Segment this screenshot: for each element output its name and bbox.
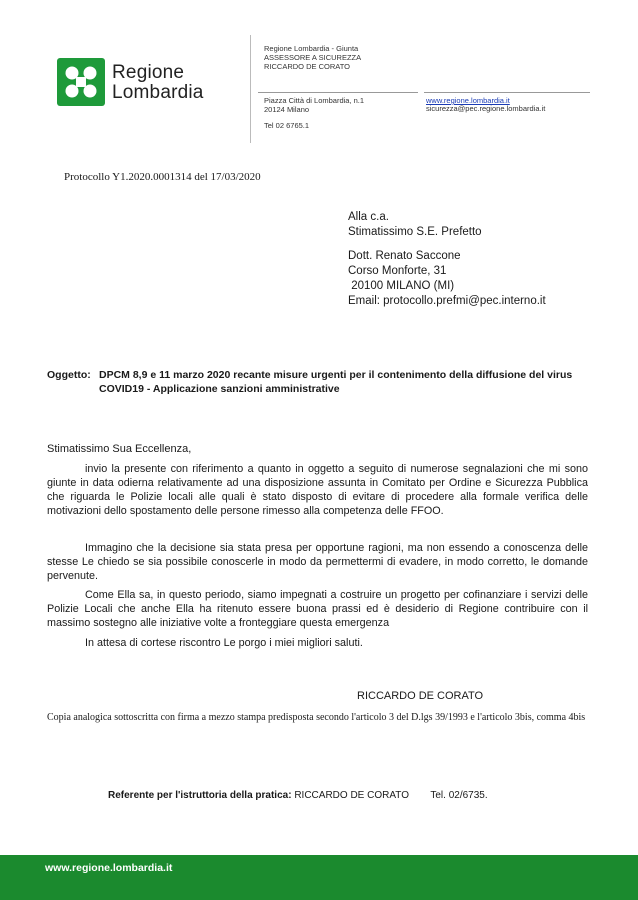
paragraph-2-text: Immagino che la decisione sia stata presa per opportune ragioni, ma non essendo a conoscenza delle stesse Le chiedo se sia possibile conoscerle in modo da permettermi di evadere, in modo corretto, le domande pervenute. [47, 542, 588, 582]
address-line-2: 20124 Milano [264, 105, 310, 114]
org-block [264, 44, 361, 71]
recipient-line-1: Alla c.a. [348, 211, 389, 223]
pec-email: sicurezza@pec.regione.lombardia.it [426, 104, 546, 113]
paragraph-4-text: In attesa di cortese riscontro Le porgo i miei migliori saluti. [85, 637, 363, 649]
regione-lombardia-logo-icon [57, 58, 105, 106]
recipient-line-5: 20100 MILANO (MI) [348, 280, 455, 292]
org-line-1: Regione Lombardia - Giunta [264, 44, 359, 53]
logo-wordmark [112, 63, 204, 103]
subject-label: Oggetto: [47, 369, 91, 381]
paragraph-2 [47, 541, 588, 583]
recipient-email: Email: protocollo.prefmi@pec.interno.it [348, 295, 546, 307]
referent-label: Referente per l'istruttoria della pratica: [108, 790, 292, 801]
org-line-2: ASSESSORE A SICUREZZA [264, 53, 362, 62]
protocol-number: Protocollo Y1.2020.0001314 del 17/03/2020 [64, 171, 261, 183]
recipient-line-2: Stimatissimo S.E. Prefetto [348, 226, 482, 238]
referent-line [108, 790, 488, 801]
header-divider-left [258, 92, 418, 93]
org-line-3: RICCARDO DE CORATO [264, 62, 350, 71]
recipient-line-3: Dott. Renato Saccone [348, 250, 461, 262]
recipient-address [348, 210, 546, 309]
salutation: Stimatissimo Sua Eccellenza, [47, 443, 192, 455]
logo-line-1: Regione [112, 62, 185, 83]
paragraph-1-text: invio la presente con riferimento a quanto in oggetto a seguito di numerose segnalazioni che mi sono giunte in data odierna relativamente ad una disposizione assunta in Comitato per Ordine e Sicurezza Pubblica che riguarda le Polizie locali alle quali è stato disposto di evitare di procedere alla formale verifica delle motivazioni dello spostamento delle persone rimesso alla competenza delle FFOO. [47, 463, 588, 517]
signature-name: RICCARDO DE CORATO [357, 690, 484, 702]
paragraph-3 [47, 588, 588, 630]
phone-number: Tel 02 6765.1 [264, 121, 310, 130]
paragraph-4 [47, 636, 588, 650]
website-link[interactable]: www.regione.lombardia.it [426, 96, 510, 105]
address-line-1: Piazza Città di Lombardia, n.1 [264, 96, 365, 105]
header-divider-vertical [250, 35, 251, 143]
paragraph-3-text: Come Ella sa, in questo periodo, siamo impegnati a costruire un progetto per cofinanziare i servizi delle Polizie Locali che anche Ella ha ritenuto essere buona prassi ed è desiderio di Regione contribuire con il massimo sostegno alle iniziative volte a fronteggiare questa emergenza [47, 589, 588, 629]
address-block [264, 96, 364, 114]
subject-text: DPCM 8,9 e 11 marzo 2020 recante misure urgenti per il contenimento della diffusione del virus COVID19 - Applicazione sanzioni amministrative [99, 369, 573, 395]
logo-line-2: Lombardia [112, 82, 204, 103]
recipient-line-4: Corso Monforte, 31 [348, 265, 447, 277]
referent-name: RICCARDO DE CORATO [294, 790, 409, 801]
footer-website-link[interactable]: www.regione.lombardia.it [45, 862, 173, 874]
referent-phone: Tel. 02/6735. [430, 790, 488, 801]
paragraph-1 [47, 462, 588, 518]
copy-note: Copia analogica sottoscritta con firma a mezzo stampa predisposta secondo l'articolo 3 del D.lgs 39/1993 e l'articolo 3bis, comma 4bis [47, 712, 586, 723]
header-divider-right [424, 92, 590, 93]
